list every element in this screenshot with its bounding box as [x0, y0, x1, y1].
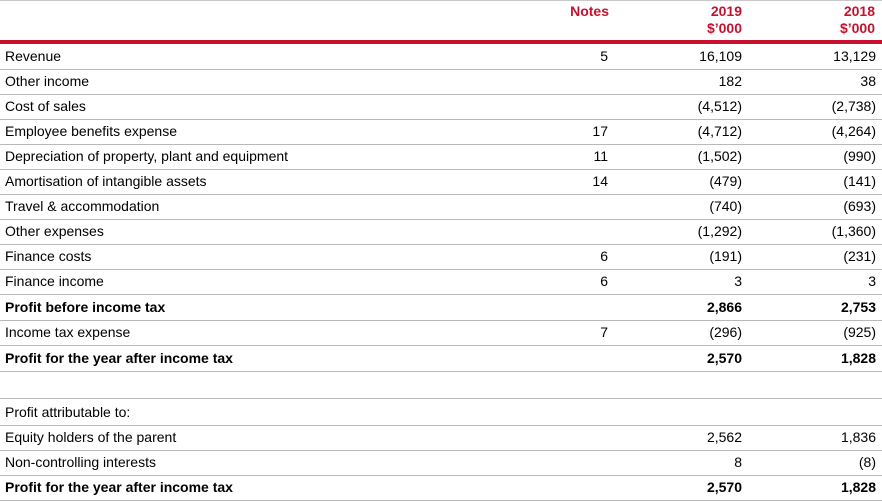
row-label: Revenue [5, 48, 62, 64]
row-value-2019: 3 [734, 273, 742, 289]
table-row [0, 219, 882, 245]
table-row [0, 425, 882, 451]
row-value-2019: 2,562 [706, 429, 742, 445]
table-row [0, 194, 882, 220]
row-value-2018: (693) [843, 198, 876, 214]
row-value-2019: (296) [709, 324, 742, 340]
table-row [0, 244, 882, 270]
row-value-2018: (1,360) [831, 223, 876, 239]
row-label: Profit for the year after income tax [5, 479, 233, 495]
table-row [0, 320, 882, 346]
row-label: Non-controlling interests [5, 454, 156, 470]
row-value-2019: 2,570 [706, 479, 742, 495]
notes-column-header [570, 3, 609, 20]
row-label: Other expenses [5, 223, 104, 239]
row-value-2019: (479) [709, 173, 742, 189]
table-row [0, 269, 882, 295]
row-value-2018: 1,836 [840, 429, 876, 445]
table-header [0, 0, 882, 43]
table-row [0, 119, 882, 145]
year-2018-unit: $’000 [839, 20, 875, 36]
row-note: 6 [600, 248, 608, 264]
row-note: 17 [592, 123, 608, 139]
row-value-2018: 38 [860, 73, 876, 89]
row-note: 6 [600, 273, 608, 289]
row-value-2018: (990) [843, 148, 876, 164]
row-value-2019: (1,292) [697, 223, 742, 239]
row-value-2019: 182 [718, 73, 742, 89]
row-label: Employee benefits expense [5, 123, 177, 139]
row-note: 7 [600, 324, 608, 340]
year-2018-column-header [840, 3, 875, 37]
row-value-2018: 1,828 [840, 350, 876, 366]
attribution-heading: Profit attributable to: [5, 404, 131, 420]
row-label: Cost of sales [5, 98, 86, 114]
row-value-2019: (191) [709, 248, 742, 264]
table-row [0, 144, 882, 170]
row-value-2018: (8) [858, 454, 876, 470]
table-row-subtotal [0, 295, 882, 321]
row-label: Travel & accommodation [5, 198, 160, 214]
row-value-2018: (231) [843, 248, 876, 264]
row-label: Equity holders of the parent [5, 429, 177, 445]
row-label: Amortisation of intangible assets [5, 173, 207, 189]
section-heading-row [0, 400, 882, 426]
year-2018-label: 2018 [843, 3, 875, 19]
table-row [0, 94, 882, 120]
row-value-2018: 13,129 [833, 48, 876, 64]
row-value-2019: 2,570 [706, 350, 742, 366]
notes-header-label: Notes [570, 3, 609, 19]
row-note: 11 [593, 148, 608, 164]
row-value-2018: 1,828 [840, 479, 876, 495]
row-label: Income tax expense [5, 324, 131, 340]
row-label: Other income [5, 73, 90, 89]
row-value-2019: (740) [709, 198, 742, 214]
row-value-2019: (4,712) [697, 123, 742, 139]
row-label: Profit for the year after income tax [5, 350, 233, 366]
row-value-2019: (1,502) [697, 148, 742, 164]
table-row-total [0, 346, 882, 372]
row-value-2019: (4,512) [697, 98, 742, 114]
row-label: Depreciation of property, plant and equipment [5, 148, 289, 164]
row-value-2019: 8 [734, 454, 742, 470]
row-note: 14 [592, 173, 608, 189]
table-row [0, 44, 882, 70]
row-value-2018: (925) [843, 324, 876, 340]
row-label: Profit before income tax [5, 299, 166, 315]
row-label: Finance costs [5, 248, 92, 264]
row-value-2018: 2,753 [840, 299, 876, 315]
table-row [0, 450, 882, 476]
table-row-total [0, 475, 882, 501]
year-2019-column-header [707, 3, 742, 37]
row-value-2018: 3 [868, 273, 876, 289]
table-row [0, 69, 882, 95]
year-2019-label: 2019 [710, 3, 742, 19]
row-value-2018: (4,264) [831, 123, 876, 139]
row-value-2018: (141) [843, 173, 876, 189]
table-row [0, 169, 882, 195]
header-top-rule [0, 0, 882, 1]
row-value-2018: (2,738) [831, 98, 876, 114]
row-value-2019: 2,866 [706, 299, 742, 315]
year-2019-unit: $’000 [706, 20, 742, 36]
section-spacer [0, 372, 882, 399]
row-note: 5 [600, 48, 608, 64]
row-value-2019: 16,109 [699, 48, 742, 64]
row-label: Finance income [5, 273, 104, 289]
